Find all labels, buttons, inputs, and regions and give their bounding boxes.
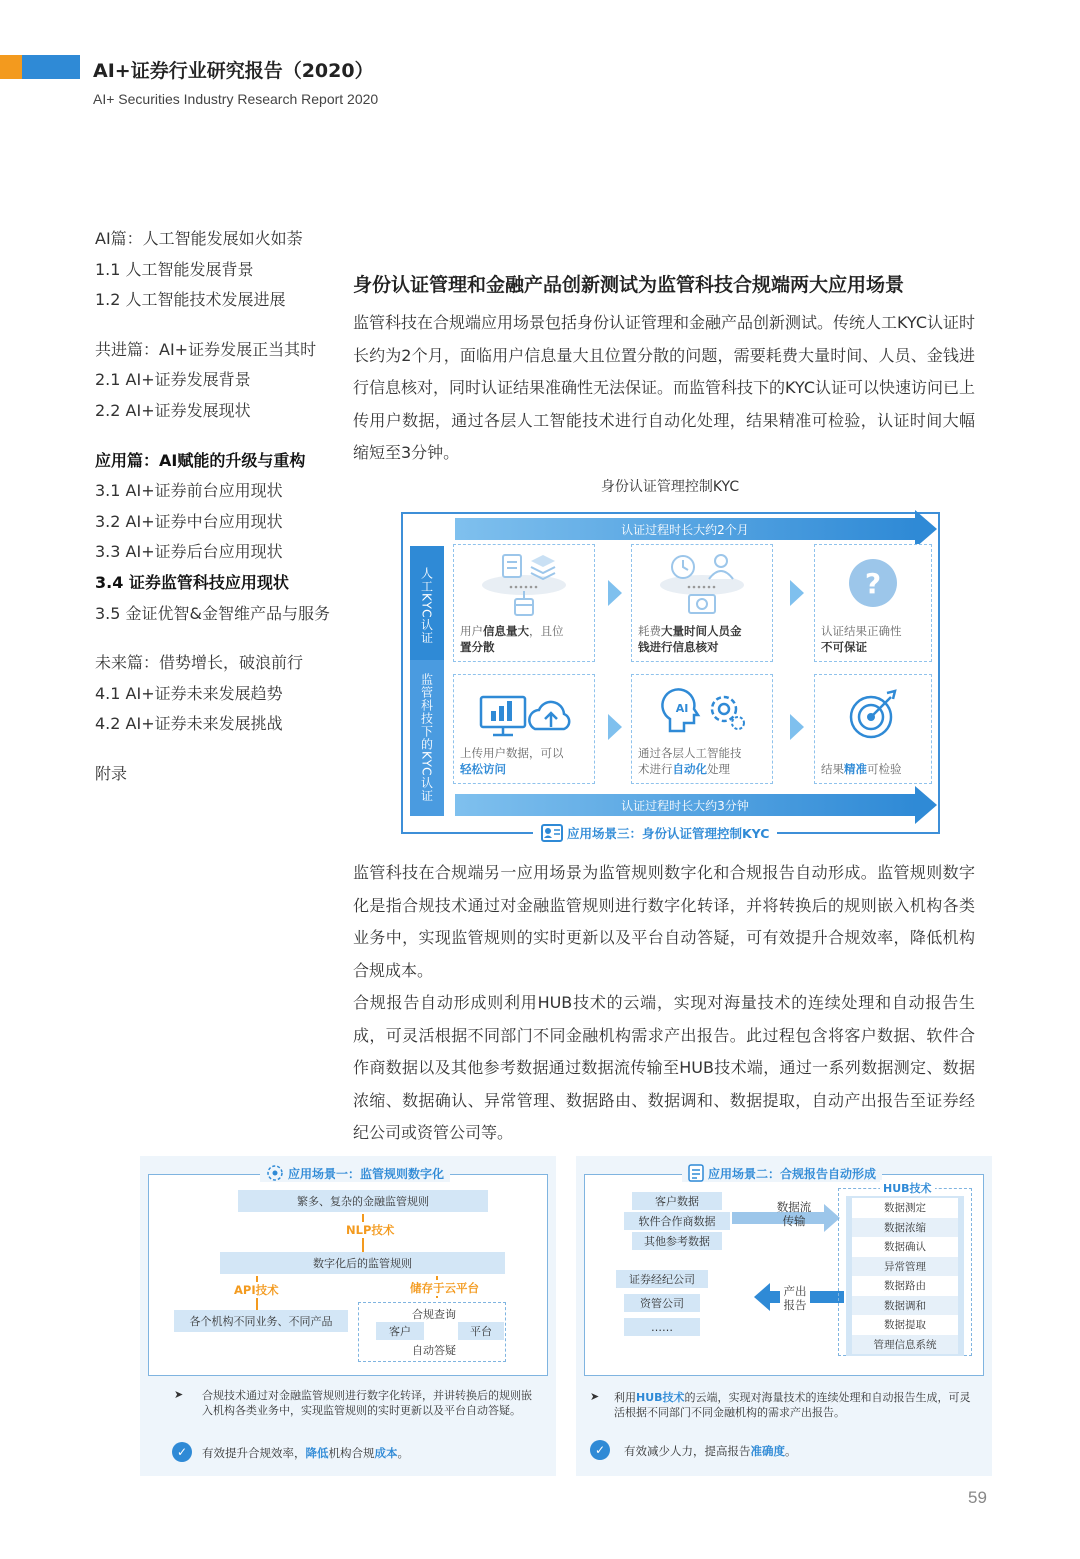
toc-item[interactable]: 3.5 金证优智&金智维产品与服务 bbox=[95, 603, 331, 623]
kyc-box-text: 用户信息量大，且位 置分散 bbox=[460, 624, 564, 654]
kyc-box-uncertain-result bbox=[814, 544, 932, 662]
paragraph-1: 监管科技在合规端应用场景包括身份认证管理和金融产品创新测试。传统人工KYC认证时长约为2个月，面临用户信息量大且位置分散的问题，需要耗费大量时间、人员、金钱进行信息核对，同时认证结果准确性无法保证。而监管科技下的KYC认证可以快速访问已上传用户数据，通过各层人工智能技术进行自动化处理，结果精准可检验，认证时间大幅缩短至3分钟。 bbox=[353, 313, 975, 463]
hub-item: 数据提取 bbox=[852, 1315, 958, 1335]
toc-item[interactable]: 附录 bbox=[95, 763, 128, 783]
toc-item[interactable]: 3.1 AI+证券前台应用现状 bbox=[95, 481, 283, 501]
figure-caption: 身份认证管理控制KYC bbox=[600, 479, 740, 495]
produce-label: 产出报告 bbox=[780, 1284, 810, 1312]
input-box: 其他参考数据 bbox=[632, 1232, 722, 1250]
section-title: 身份认证管理和金融产品创新测试为监管科技合规端两大应用场景 bbox=[353, 274, 905, 296]
kyc-box-automation bbox=[631, 674, 773, 784]
hub-item: 数据调和 bbox=[852, 1296, 958, 1316]
figure-benefit: 有效减少人力，提高报告准确度。 bbox=[624, 1444, 797, 1458]
answer-label: 自动答疑 bbox=[412, 1344, 456, 1357]
toc-item[interactable]: 1.2 人工智能技术发展进展 bbox=[95, 290, 286, 310]
figure-note: 合规技术通过对金融监管规则进行数字化转译，并讲转换后的规则嵌入机构各类业务中，实现监管规则的实时更新以及平台自动答疑。 bbox=[202, 1389, 532, 1417]
toc-item[interactable]: AI篇：人工智能发展如火如荼 bbox=[95, 229, 303, 248]
hub-title: HUB技术 bbox=[880, 1180, 935, 1196]
kyc-flow-arrow bbox=[790, 580, 804, 606]
toc-item[interactable]: 2.1 AI+证券发展背景 bbox=[95, 370, 251, 390]
kyc-top-arrow: 认证过程时长大约2个月 bbox=[455, 518, 915, 540]
check-icon: ✓ bbox=[172, 1442, 192, 1462]
page-number: 59 bbox=[968, 1488, 987, 1507]
flow-label: 数据流传输 bbox=[776, 1200, 812, 1228]
bullet-icon: ➤ bbox=[174, 1388, 184, 1401]
kyc-scene-label bbox=[533, 824, 777, 842]
figure-title-text: 应用场景一：监管规则数字化 bbox=[288, 1166, 445, 1181]
toc-item[interactable]: 3.4 证券监管科技应用现状 bbox=[95, 572, 289, 592]
kyc-side-label-regtech: 监管科技下的KYC认证 bbox=[410, 660, 444, 816]
toc-item[interactable]: 4.1 AI+证券未来发展趋势 bbox=[95, 683, 283, 703]
kyc-figure bbox=[401, 512, 940, 841]
toc-item[interactable]: 应用篇：AI赋能的升级与重构 bbox=[95, 450, 306, 470]
toc-item[interactable]: 1.1 人工智能发展背景 bbox=[95, 259, 254, 279]
hub-item: 数据测定 bbox=[852, 1198, 958, 1218]
toc-item[interactable]: 未来篇：借势增长，破浪前行 bbox=[95, 653, 304, 673]
toc-group bbox=[95, 446, 355, 630]
kyc-box-verifiable bbox=[814, 674, 932, 784]
output-box: 证券经纪公司 bbox=[616, 1270, 708, 1288]
output-box: 资管公司 bbox=[624, 1294, 700, 1312]
figure-title-text: 应用场景二：合规报告自动形成 bbox=[708, 1166, 877, 1181]
toc-item[interactable]: 2.2 AI+证券发展现状 bbox=[95, 400, 251, 420]
report-document-icon bbox=[688, 1164, 704, 1182]
kyc-flow-arrow bbox=[608, 714, 622, 740]
svg-text:?: ? bbox=[864, 567, 882, 600]
svg-text:AI: AI bbox=[675, 702, 689, 715]
toc-item[interactable]: 4.2 AI+证券未来发展挑战 bbox=[95, 714, 283, 734]
toc-group bbox=[95, 648, 355, 740]
figure-report-automation bbox=[576, 1156, 992, 1476]
kyc-box-text: 结果精准可检验 bbox=[821, 762, 902, 776]
kyc-flow-arrow bbox=[790, 714, 804, 740]
brain-network-icon bbox=[266, 1164, 284, 1182]
hub-item: 数据确认 bbox=[852, 1237, 958, 1257]
kyc-flow-arrow bbox=[608, 580, 622, 606]
storage-label: 储存于云平台 bbox=[410, 1281, 479, 1295]
kyc-side-label-manual: 人工KYC认证 bbox=[410, 546, 444, 666]
header-accent-orange bbox=[0, 55, 22, 79]
kyc-bottom-arrow: 认证过程时长大约3分钟 bbox=[455, 794, 915, 816]
check-icon: ✓ bbox=[590, 1440, 610, 1460]
business-box: 各个机构不同业务、不同产品 bbox=[174, 1310, 348, 1332]
id-card-icon bbox=[541, 824, 563, 842]
table-of-contents bbox=[95, 224, 355, 809]
nlp-label: NLP技术 bbox=[346, 1223, 395, 1237]
rule-box: 繁多、复杂的金融监管规则 bbox=[238, 1190, 488, 1212]
output-box: …… bbox=[624, 1318, 700, 1336]
hub-item: 数据浓缩 bbox=[852, 1218, 958, 1238]
target-icon bbox=[843, 687, 903, 743]
hub-item: 管理信息系统 bbox=[852, 1335, 958, 1355]
api-label: API技术 bbox=[234, 1283, 279, 1297]
ai-gear-icon bbox=[652, 685, 752, 741]
people-time-money-icon bbox=[657, 551, 747, 621]
kyc-scene-label-text: 应用场景三：身份认证管理控制KYC bbox=[567, 826, 770, 841]
monitor-cloud-icon bbox=[469, 689, 579, 743]
query-label: 合规查询 bbox=[412, 1308, 456, 1321]
digital-rule-box: 数字化后的监管规则 bbox=[220, 1252, 505, 1274]
kyc-box-text: 认证结果正确性 不可保证 bbox=[821, 624, 902, 654]
input-box: 客户数据 bbox=[632, 1192, 722, 1210]
figure-title bbox=[682, 1164, 882, 1182]
document-stack-icon bbox=[479, 551, 569, 621]
figure-regulation-digitization bbox=[140, 1156, 556, 1476]
paragraph-2: 监管科技在合规端另一应用场景为监管规则数字化和合规报告自动形成。监管规则数字化是指合规技术通过对金融监管规则进行数字化转译，并将转换后的规则嵌入机构各类业务中，实现监管规则的实时更新以及平台自动答疑，可有效提升合规效率，降低机构合规成本。 bbox=[353, 863, 975, 980]
header-accent-blue bbox=[22, 55, 80, 79]
kyc-box-scattered-info bbox=[453, 544, 595, 662]
kyc-box-text: 上传用户数据，可以 轻松访问 bbox=[460, 746, 564, 776]
hub-item: 异常管理 bbox=[852, 1257, 958, 1277]
figure-title bbox=[260, 1164, 450, 1182]
bullet-icon: ➤ bbox=[590, 1390, 600, 1403]
kyc-box-text: 通过各层人工智能技 术进行自动化处理 bbox=[638, 746, 742, 776]
hub-item: 数据路由 bbox=[852, 1276, 958, 1296]
toc-item[interactable]: 3.3 AI+证券后台应用现状 bbox=[95, 542, 283, 562]
figure-note: 利用HUB技术的云端，实现对海量技术的连续处理和自动报告生成，可灵活根据不同部门不同金融机构的需求产出报告。 bbox=[614, 1391, 971, 1419]
kyc-box-easy-access bbox=[453, 674, 595, 784]
input-box: 软件合作商数据 bbox=[624, 1212, 730, 1230]
kyc-box-text: 耗费大量时间人员金 钱进行信息核对 bbox=[638, 624, 742, 654]
toc-item[interactable]: 共进篇：AI+证券发展正当其时 bbox=[95, 339, 317, 359]
toc-group bbox=[95, 224, 355, 316]
platform-box: 平台 bbox=[458, 1322, 504, 1340]
paragraph-3: 合规报告自动形成则利用HUB技术的云端，实现对海量技术的连续处理和自动报告生成，可灵活根据不同部门不同金融机构需求产出报告。此过程包含将客户数据、软件合作商数据以及其他参考数据通过数据流传输至HUB技术端，通过一系列数据测定、数据浓缩、数据确认、异常管理、数据路由、数据调和、数据提取，自动产出报告至证券经纪公司或资管公司等。 bbox=[353, 993, 975, 1143]
report-title: AI+证券行业研究报告（2020） bbox=[93, 60, 374, 82]
client-box: 客户 bbox=[376, 1322, 424, 1340]
toc-group bbox=[95, 759, 355, 790]
kyc-box-costly-verification bbox=[631, 544, 773, 662]
hub-list bbox=[846, 1196, 964, 1356]
toc-item[interactable]: 3.2 AI+证券中台应用现状 bbox=[95, 511, 283, 531]
report-subtitle: AI+ Securities Industry Research Report 2020 bbox=[93, 91, 379, 107]
figure-benefit: 有效提升合规效率，降低机构合规成本。 bbox=[202, 1446, 409, 1460]
toc-group bbox=[95, 335, 355, 427]
question-mark-icon bbox=[843, 555, 903, 615]
